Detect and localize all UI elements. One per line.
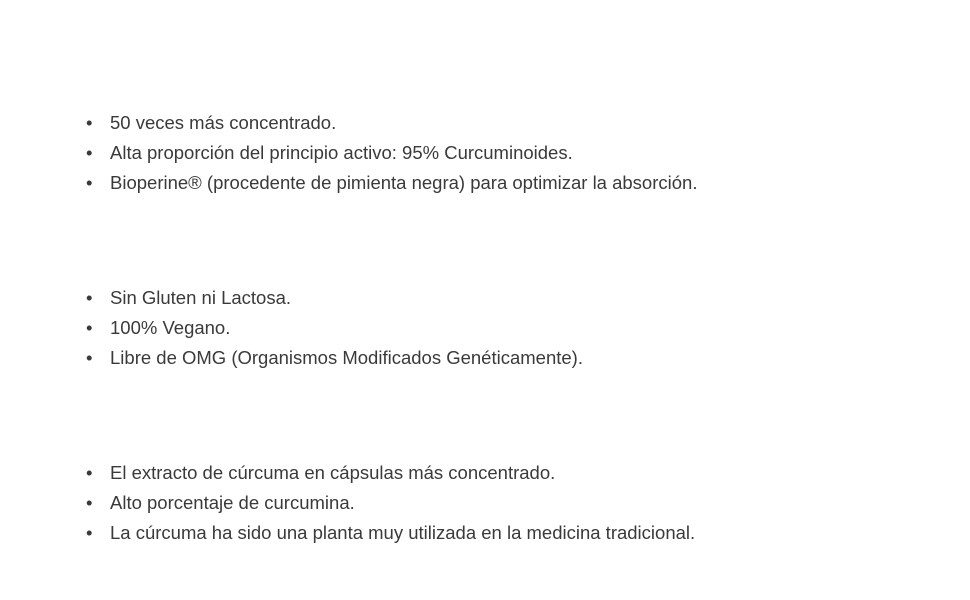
- section-heading: 1 Sola Cápsula Vegetal al Día es Suficiente: [84, 239, 441, 259]
- bullet-icon: •: [86, 492, 93, 513]
- bullet-icon: •: [86, 462, 93, 483]
- bullet-icon: •: [86, 317, 93, 338]
- bullet-icon: •: [86, 347, 93, 368]
- section-heading-banner: [64, 54, 372, 94]
- list-item: [64, 138, 697, 168]
- section-heading: Extracto Raíz de Cúrcuma 50:1: [84, 64, 343, 84]
- list-item-text: 100% Vegano.: [110, 317, 231, 338]
- feature-list: [64, 458, 695, 548]
- feature-list: [64, 283, 583, 373]
- bullet-icon: •: [86, 287, 93, 308]
- list-item-text: Alto porcentaje de curcumina.: [110, 492, 355, 513]
- feature-list: [64, 108, 697, 198]
- bullet-icon: •: [86, 112, 93, 133]
- list-item: [64, 488, 695, 518]
- list-item-text: Alta proporción del principio activo: 95% Curcuminoides.: [110, 142, 573, 163]
- section-capsula: [64, 229, 583, 373]
- list-item: [64, 458, 695, 488]
- section-superalimento: [64, 404, 695, 548]
- list-item-text: 50 veces más concentrado.: [110, 112, 337, 133]
- list-item: [64, 108, 697, 138]
- list-item: [64, 343, 583, 373]
- section-heading-banner: [64, 404, 353, 444]
- bullet-icon: •: [86, 522, 93, 543]
- list-item: [64, 518, 695, 548]
- list-item-text: Bioperine® (procedente de pimienta negra) para optimizar la absorción.: [110, 172, 698, 193]
- list-item-text: El extracto de cúrcuma en cápsulas más concentrado.: [110, 462, 556, 483]
- list-item-text: La cúrcuma ha sido una planta muy utilizada en la medicina tradicional.: [110, 522, 696, 543]
- section-heading-banner: [64, 229, 471, 269]
- bullet-icon: •: [86, 142, 93, 163]
- list-item: [64, 313, 583, 343]
- list-item: [64, 283, 583, 313]
- list-item-text: Sin Gluten ni Lactosa.: [110, 287, 291, 308]
- section-heading: SuperAlimento Concentrado: [84, 414, 324, 434]
- list-item: [64, 168, 697, 198]
- list-item-text: Libre de OMG (Organismos Modificados Genéticamente).: [110, 347, 583, 368]
- bullet-icon: •: [86, 172, 93, 193]
- section-extracto: [64, 54, 697, 198]
